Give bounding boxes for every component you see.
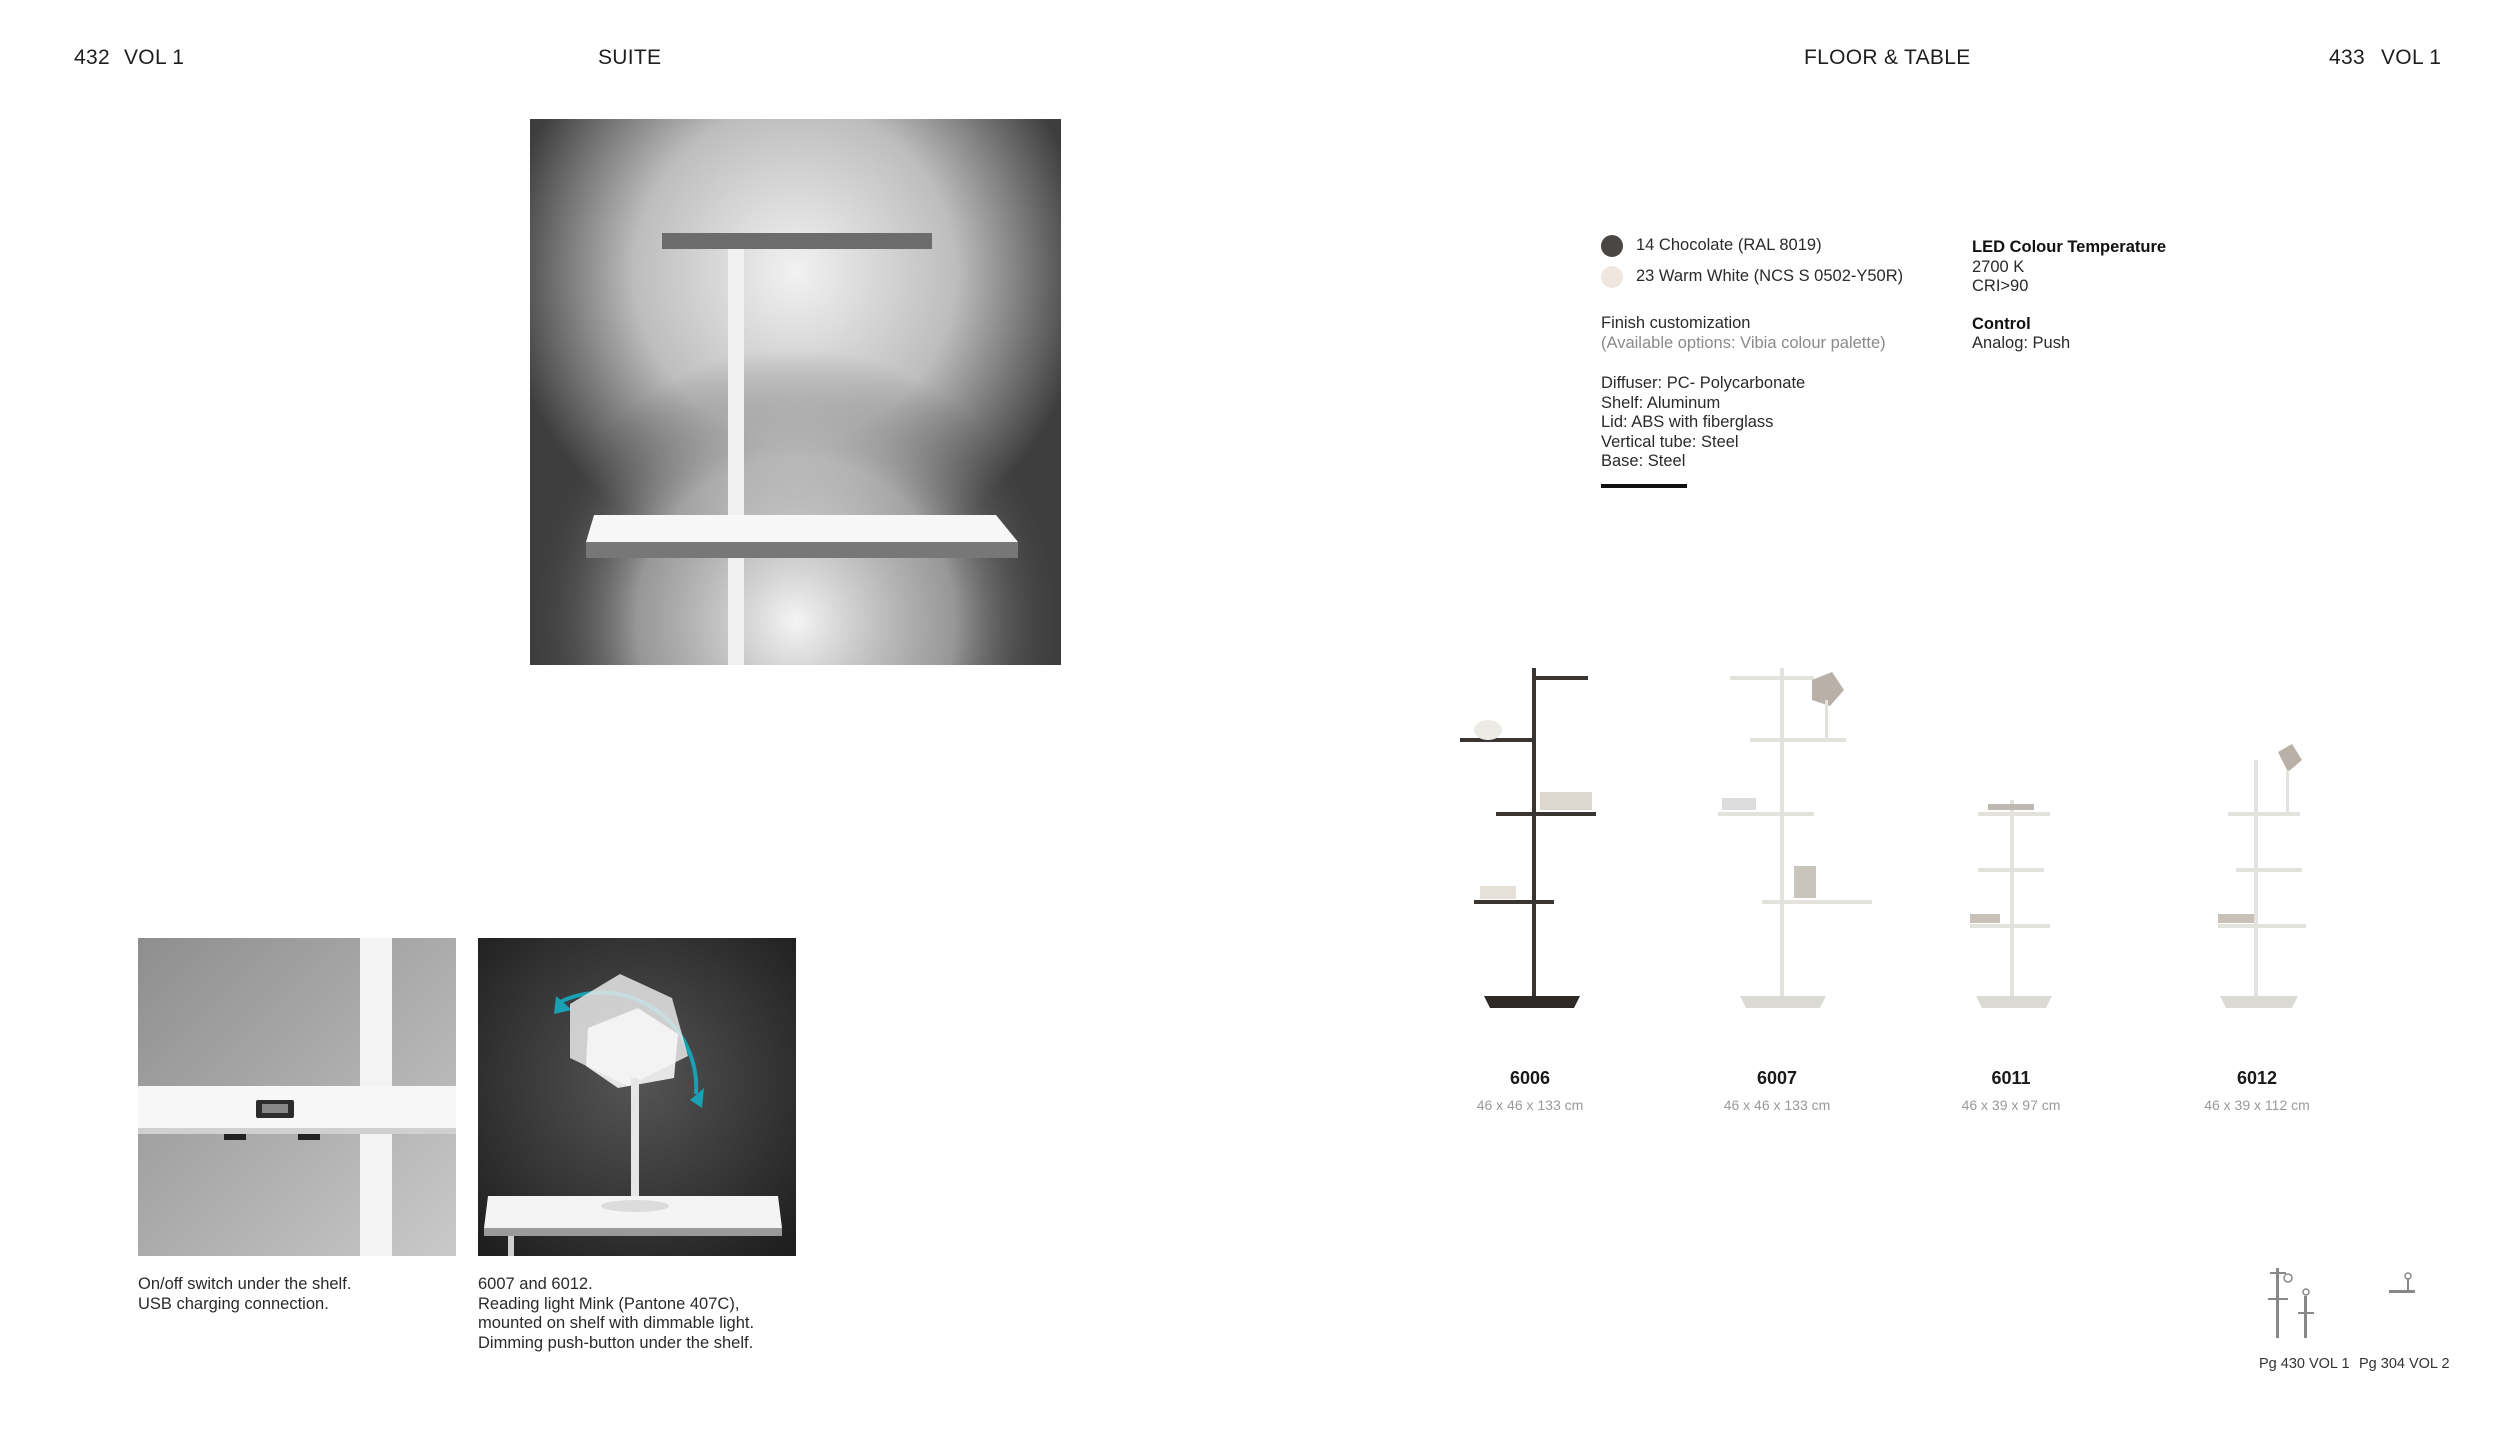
left-volume: VOL 1 [124,46,185,69]
warm-white-swatch [1601,266,1623,288]
product-code: 6011 [1991,1068,2031,1088]
product-6012-illustration [2218,744,2306,1008]
materials-list [1601,374,1805,472]
right-section-title: FLOOR & TABLE [1804,46,1971,69]
switch-caption [138,1275,458,1314]
control-value: Analog: Push [1972,334,2071,352]
material-item: Vertical tube: Steel [1601,432,1739,451]
right-page-number: 433 [2329,46,2365,69]
material-item: Diffuser: PC- Polycarbonate [1601,374,1806,392]
reference-vol1[interactable]: Pg 430 VOL 1 [2259,1356,2350,1372]
product-code: 6012 [2236,1068,2278,1088]
material-item: Base: Steel [1601,452,1686,470]
floor-lamp-reference-icon [2262,1262,2382,1342]
section-divider [1601,484,1687,488]
material-item: Shelf: Aluminum [1601,393,1721,412]
product-dims: 46 x 46 x 133 cm [1476,1097,1584,1113]
hero-lamp-photo [530,119,1061,665]
product-lineup [1440,660,2420,1020]
reading-light-photo [478,938,796,1256]
finish-warm-white-label: 23 Warm White (NCS S 0502-Y50R) [1636,267,1904,285]
switch-detail-photo [138,938,456,1256]
table-lamp-reference-icon [2385,1270,2425,1300]
finish-customization [1601,314,1886,353]
product-dims: 46 x 46 x 133 cm [1723,1097,1831,1113]
customization-note: (Available options: Vibia colour palette) [1601,333,1886,352]
caption-line: On/off switch under the shelf. [138,1275,352,1293]
product-6006-illustration [1460,668,1596,1008]
product-6007-illustration [1718,668,1872,1008]
caption-line: Dimming push-button under the shelf. [478,1333,754,1352]
chocolate-swatch [1601,235,1623,257]
caption-line: Reading light Mink (Pantone 407C), [478,1294,740,1313]
product-6006 [1430,1068,1630,1113]
product-6012 [2157,1068,2357,1113]
finish-chocolate-label: 14 Chocolate (RAL 8019) [1636,236,1822,254]
reference-vol2[interactable]: Pg 304 VOL 2 [2359,1356,2450,1372]
product-code: 6006 [1509,1068,1551,1088]
product-code: 6007 [1756,1068,1798,1088]
left-page-number: 432 [74,46,110,69]
finish-list [1601,235,1981,295]
led-title: LED Colour Temperature [1972,238,2167,256]
control-title: Control [1972,314,2031,333]
material-item: Lid: ABS with fiberglass [1601,413,1774,431]
left-section-title: SUITE [598,46,662,69]
cri-value: CRI>90 [1972,277,2029,295]
reading-light-caption [478,1275,818,1353]
specs-column [1972,238,2166,354]
product-dims: 46 x 39 x 112 cm [2204,1097,2310,1113]
product-6011 [1911,1068,2111,1113]
product-6007 [1677,1068,1877,1113]
product-dims: 46 x 39 x 97 cm [1961,1097,2061,1113]
caption-line: USB charging connection. [138,1294,329,1313]
caption-line: mounted on shelf with dimmable light. [478,1314,755,1332]
product-6011-illustration [1970,800,2052,1008]
customization-title: Finish customization [1601,314,1751,332]
right-volume: VOL 1 [2381,46,2442,69]
caption-line: 6007 and 6012. [478,1275,593,1293]
led-temp: 2700 K [1972,257,2025,276]
